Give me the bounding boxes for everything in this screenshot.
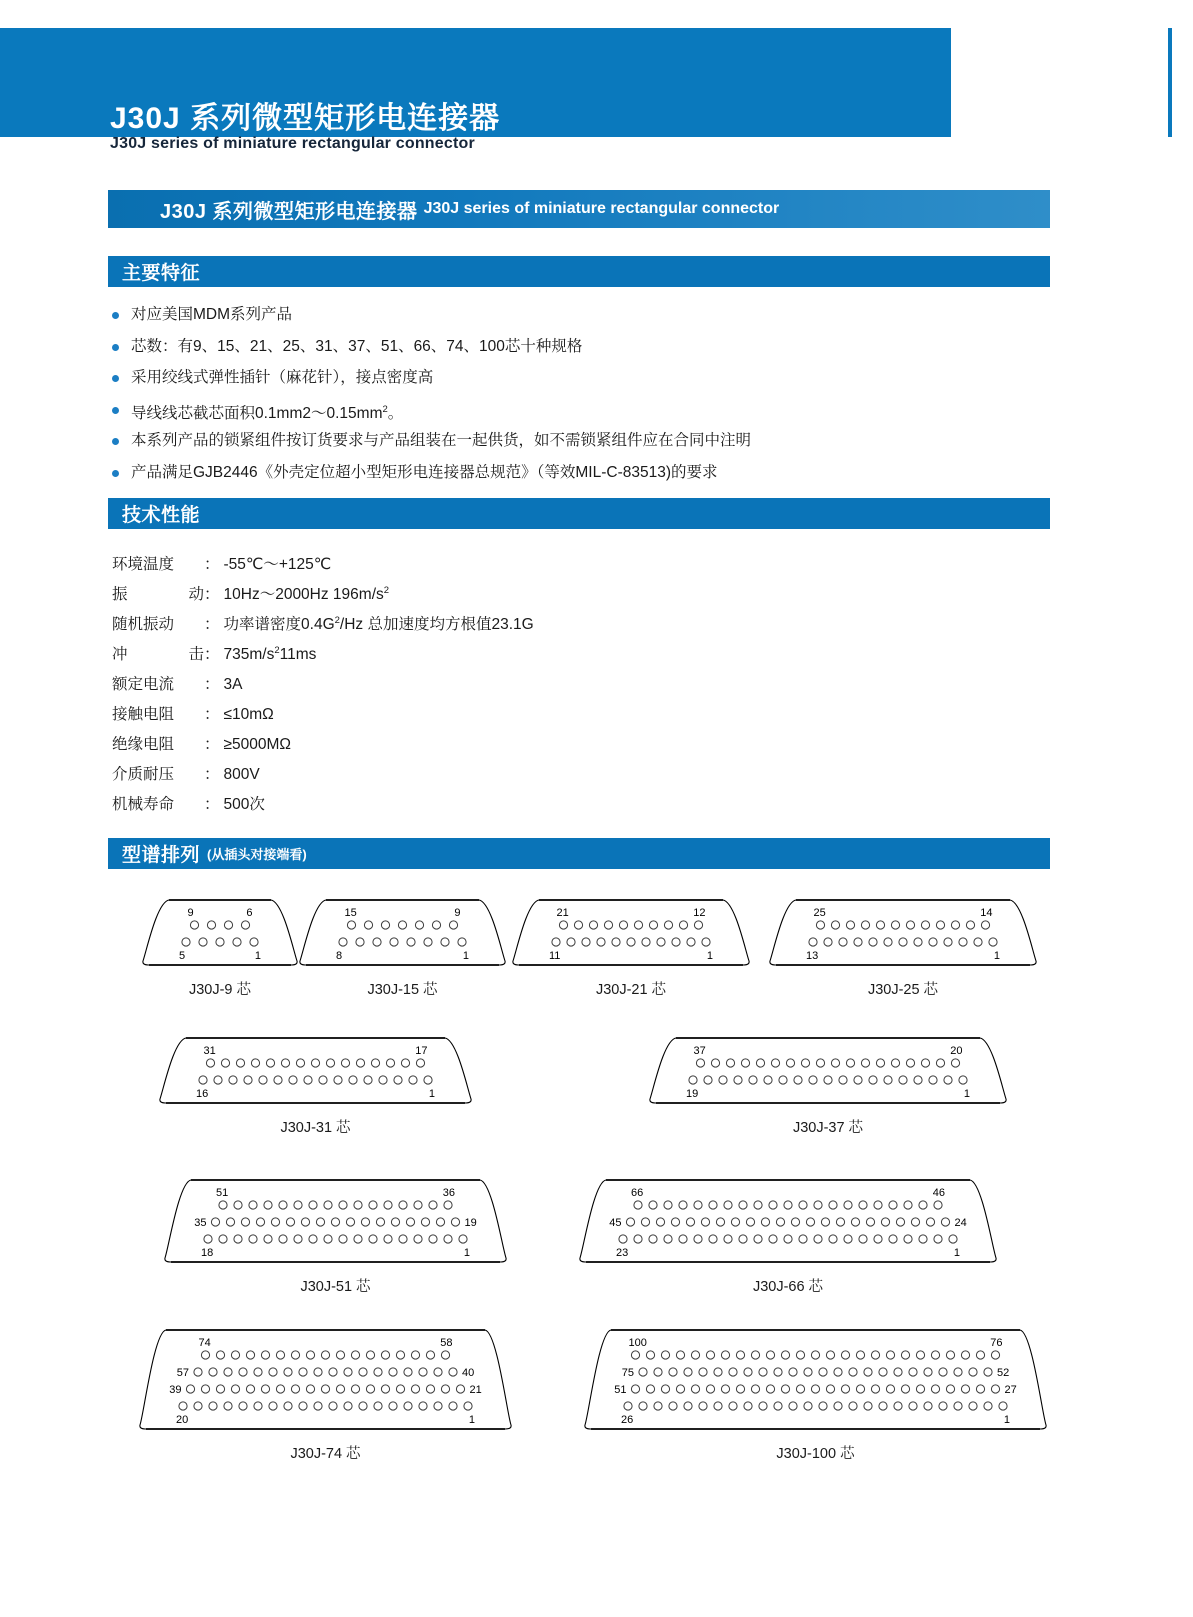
connector-diagram — [508, 894, 754, 999]
svg-text:9: 9 — [454, 907, 461, 919]
svg-text:75: 75 — [621, 1367, 634, 1379]
svg-text:1: 1 — [953, 1247, 960, 1259]
svg-text:14: 14 — [980, 907, 993, 919]
svg-text:57: 57 — [176, 1367, 189, 1379]
spec-row — [112, 642, 534, 672]
feature-text: 产品满足GJB2446《外壳定位超小型矩形电连接器总规范》（等效MIL-C-83513)的要求 — [131, 463, 718, 481]
connector-caption: J30J-21 芯 — [595, 982, 667, 998]
svg-text:1: 1 — [1003, 1414, 1010, 1426]
spec-colon: ： — [204, 616, 220, 633]
svg-text:11: 11 — [549, 950, 561, 962]
svg-text:21: 21 — [556, 907, 569, 919]
svg-text:25: 25 — [813, 907, 826, 919]
section-note-layout: (从插头对接端看) — [207, 846, 307, 862]
svg-text:76: 76 — [990, 1337, 1003, 1349]
svg-text:24: 24 — [954, 1217, 967, 1229]
header-right-rule — [1168, 28, 1172, 137]
connector-caption: J30J-66 芯 — [752, 1279, 824, 1295]
spec-label: 机械寿命 — [112, 796, 175, 813]
connector-caption: J30J-100 芯 — [776, 1446, 855, 1462]
svg-text:19: 19 — [464, 1217, 477, 1229]
feature-item — [112, 463, 1072, 485]
svg-text:18: 18 — [201, 1247, 214, 1259]
header-title-en: J30J series of miniature rectangular connector — [110, 135, 475, 152]
feature-item — [112, 400, 1072, 422]
connector-pin-layout — [765, 894, 1041, 971]
connector-caption: J30J-74 芯 — [290, 1446, 361, 1462]
spec-colon: ： — [204, 766, 220, 783]
svg-text:17: 17 — [415, 1045, 428, 1057]
section-title-specs: 技术性能 — [122, 505, 201, 526]
page-header-banner — [0, 28, 951, 152]
section-header-specs — [108, 498, 1050, 529]
svg-text:37: 37 — [693, 1045, 706, 1057]
bullet-dot-icon — [112, 438, 119, 445]
spec-label: 随机振动 — [112, 616, 175, 633]
connector-diagram — [160, 1174, 511, 1296]
product-title-bar — [108, 190, 1050, 228]
feature-item — [112, 368, 1072, 390]
bullet-dot-icon — [112, 407, 119, 414]
spec-value: 功率谱密度$0.4G^2/Hz$ 总加速度均方根值23.1G — [223, 614, 534, 633]
spec-colon: ： — [204, 706, 220, 723]
spec-value: ≤10mΩ — [223, 706, 274, 723]
svg-text:35: 35 — [194, 1217, 207, 1229]
svg-text:5: 5 — [179, 950, 186, 962]
svg-text:1: 1 — [468, 1414, 475, 1426]
spec-value: 500次 — [223, 796, 265, 813]
svg-text:23: 23 — [616, 1247, 629, 1259]
specs-list — [112, 552, 534, 822]
connector-pin-layout — [155, 1032, 476, 1109]
svg-text:46: 46 — [932, 1187, 945, 1199]
product-title-cn: J30J 系列微型矩形电连接器 — [160, 200, 418, 223]
svg-text:20: 20 — [176, 1414, 189, 1426]
svg-text:26: 26 — [621, 1414, 634, 1426]
feature-text: 芯数：有9、15、21、25、31、37、51、66、74、100芯十种规格 — [131, 337, 583, 355]
svg-text:27: 27 — [1004, 1384, 1017, 1396]
connector-pin-layout — [295, 894, 510, 971]
feature-text: 导线线芯截芯面积$0.1mm2\sim 0.15mm^2$。 — [131, 403, 404, 422]
svg-text:39: 39 — [169, 1384, 182, 1396]
spec-label: 振 动 — [112, 586, 204, 603]
connector-diagram — [765, 894, 1041, 999]
svg-text:1: 1 — [706, 950, 713, 962]
svg-text:1: 1 — [254, 950, 261, 962]
svg-text:51: 51 — [216, 1187, 229, 1199]
connector-pin-layout — [645, 1032, 1011, 1109]
spec-colon: ： — [204, 796, 220, 813]
svg-text:100: 100 — [628, 1337, 647, 1349]
spec-row — [112, 672, 534, 702]
svg-text:1: 1 — [993, 950, 1000, 962]
section-title-features: 主要特征 — [122, 263, 201, 284]
connector-pin-layout — [580, 1324, 1051, 1435]
connector-diagram — [295, 894, 510, 999]
svg-text:66: 66 — [631, 1187, 644, 1199]
spec-value: 800V — [223, 766, 260, 783]
svg-text:58: 58 — [440, 1337, 453, 1349]
svg-text:74: 74 — [198, 1337, 211, 1349]
spec-row — [112, 612, 534, 642]
connector-pin-layout — [575, 1174, 1001, 1268]
spec-colon: ： — [204, 586, 220, 603]
connector-diagram — [580, 1324, 1051, 1463]
feature-item — [112, 431, 1072, 453]
connector-caption: J30J-25 芯 — [867, 982, 939, 998]
connector-caption: J30J-37 芯 — [792, 1120, 864, 1136]
feature-item — [112, 305, 1072, 327]
svg-text:52: 52 — [997, 1367, 1010, 1379]
spec-label: 绝缘电阻 — [112, 736, 175, 753]
svg-text:40: 40 — [462, 1367, 475, 1379]
svg-text:31: 31 — [203, 1045, 216, 1057]
svg-text:9: 9 — [187, 907, 194, 919]
feature-text: 本系列产品的锁紧组件按订货要求与产品组装在一起供货，如不需锁紧组件应在合同中注明 — [131, 432, 752, 449]
connector-pin-layout — [160, 1174, 511, 1268]
connector-pin-layout — [508, 894, 754, 971]
svg-text:20: 20 — [950, 1045, 963, 1057]
spec-label: 冲 击 — [112, 646, 204, 663]
svg-text:6: 6 — [246, 907, 253, 919]
svg-text:45: 45 — [609, 1217, 622, 1229]
connector-pin-layout — [138, 894, 302, 971]
spec-row — [112, 732, 534, 762]
spec-colon: ： — [204, 556, 220, 573]
feature-text: 采用绞线式弹性插针（麻花针），接点密度高 — [131, 369, 434, 386]
section-title-layout: 型谱排列 — [122, 845, 201, 866]
section-header-layout — [108, 838, 1050, 869]
svg-text:12: 12 — [693, 907, 706, 919]
connector-caption: J30J-15 芯 — [367, 982, 438, 998]
spec-row — [112, 792, 534, 822]
spec-label: 接触电阻 — [112, 706, 175, 723]
bullet-dot-icon — [112, 344, 119, 351]
product-title-en: J30J series of miniature rectangular connector — [423, 200, 780, 217]
connector-diagram — [135, 1324, 516, 1463]
spec-row — [112, 702, 534, 732]
header-title-cn: J30J 系列微型矩形电连接器 — [110, 102, 501, 135]
feature-item — [112, 337, 1072, 359]
spec-value: -55℃～+125℃ — [223, 556, 332, 573]
svg-text:1: 1 — [462, 950, 469, 962]
feature-text: 对应美国MDM系列产品 — [131, 306, 293, 323]
svg-text:16: 16 — [196, 1088, 209, 1100]
connector-diagram — [155, 1032, 476, 1137]
spec-colon: ： — [204, 646, 220, 663]
section-header-features — [108, 256, 1050, 287]
svg-text:19: 19 — [686, 1088, 699, 1100]
spec-row — [112, 762, 534, 792]
bullet-dot-icon — [112, 375, 119, 382]
svg-text:51: 51 — [614, 1384, 627, 1396]
spec-value: 3A — [223, 676, 243, 693]
svg-text:8: 8 — [336, 950, 343, 962]
connector-caption: J30J-51 芯 — [300, 1279, 371, 1295]
svg-text:1: 1 — [463, 1247, 470, 1259]
svg-text:13: 13 — [806, 950, 819, 962]
bullet-dot-icon — [112, 470, 119, 477]
spec-row — [112, 582, 534, 612]
features-list — [112, 305, 1072, 494]
spec-label: 额定电流 — [112, 676, 175, 693]
connector-pin-layout — [135, 1324, 516, 1435]
spec-value: 10Hz～2000Hz $196m/s^2$ — [223, 584, 390, 603]
spec-row — [112, 552, 534, 582]
svg-text:36: 36 — [442, 1187, 455, 1199]
svg-text:21: 21 — [469, 1384, 482, 1396]
connector-diagram — [645, 1032, 1011, 1137]
connector-diagram — [575, 1174, 1001, 1296]
svg-text:15: 15 — [344, 907, 357, 919]
connector-diagram — [138, 894, 302, 999]
spec-label: 环境温度 — [112, 556, 175, 573]
spec-colon: ： — [204, 736, 220, 753]
spec-value: $735m/s^211ms$ — [223, 644, 317, 663]
connector-caption: J30J-9 芯 — [188, 982, 252, 998]
svg-text:1: 1 — [428, 1088, 435, 1100]
spec-value: ≥5000MΩ — [223, 736, 292, 753]
svg-text:1: 1 — [963, 1088, 970, 1100]
spec-colon: ： — [204, 676, 220, 693]
bullet-dot-icon — [112, 312, 119, 319]
connector-caption: J30J-31 芯 — [280, 1120, 351, 1136]
spec-label: 介质耐压 — [112, 766, 175, 783]
